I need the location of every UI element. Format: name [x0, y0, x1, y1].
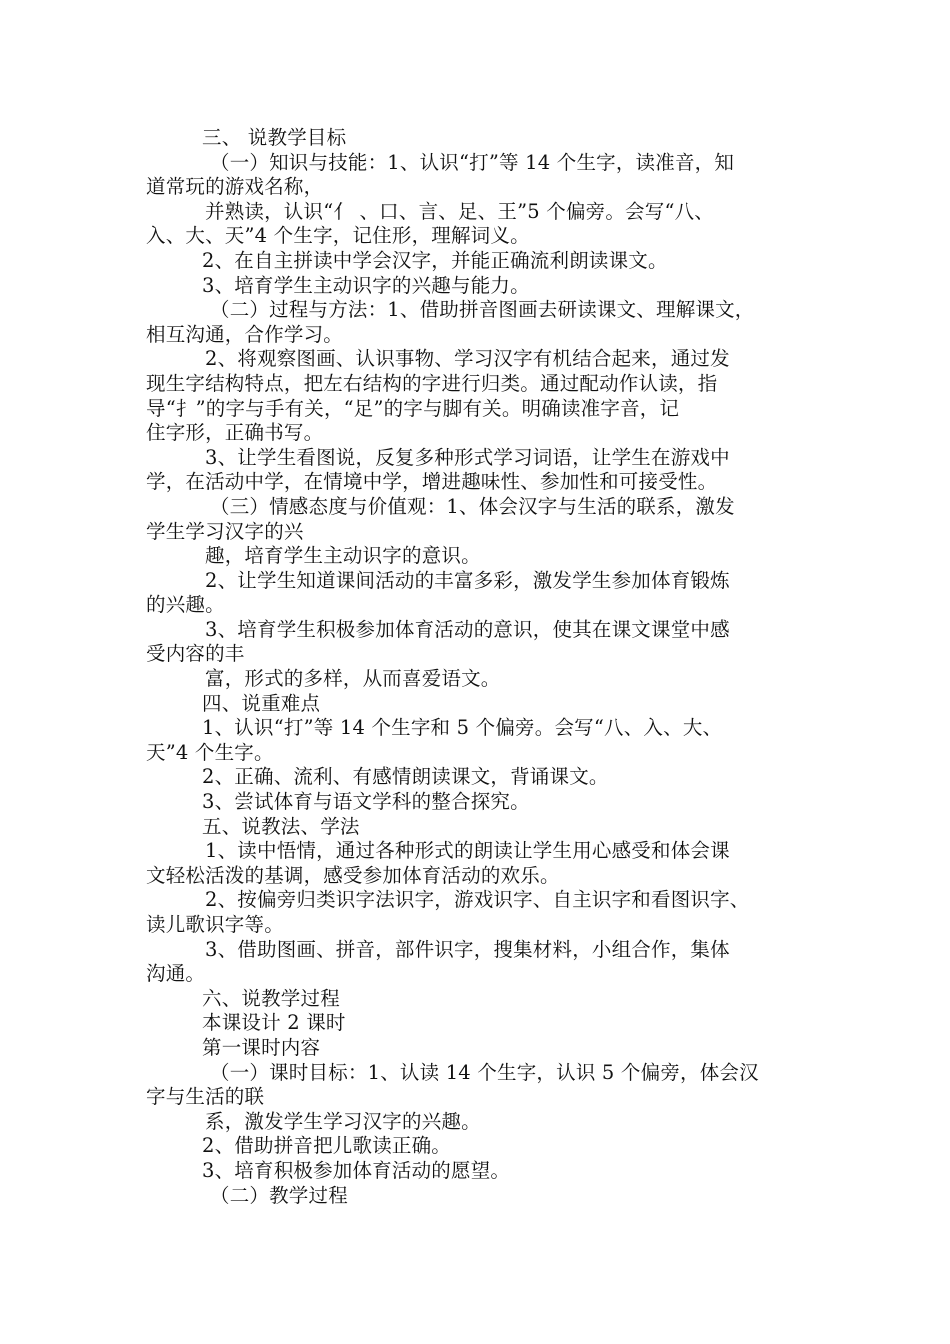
- paragraph-line: 导“扌”的字与手有关，“足”的字与脚有关。明确读准字音，记: [146, 396, 680, 420]
- paragraph-line: 2、正确、流利、有感情朗读课文，背诵课文。: [202, 765, 609, 789]
- paragraph-line: 系，激发学生学习汉字的兴趣。: [205, 1109, 481, 1133]
- paragraph-line: （二）过程与方法：1、借助拼音图画去研读课文、理解课文，: [210, 298, 755, 322]
- paragraph-line: （一）知识与技能：1、认识“打”等 14 个生字，读准音，知: [210, 150, 735, 174]
- paragraph-line: 学，在活动中学，在情境中学，增进趣味性、参加性和可接受性。: [146, 470, 718, 494]
- section-heading-process: 六、说教学过程: [202, 986, 340, 1010]
- paragraph-line: 本课设计 2 课时: [202, 1011, 346, 1035]
- paragraph-line: 相互沟通，合作学习。: [146, 322, 344, 346]
- document-body: [146, 126, 816, 1208]
- paragraph-line: （二）教学过程: [210, 1183, 348, 1207]
- paragraph-line: 读儿歌识字等。: [146, 913, 284, 936]
- paragraph-line: 字与生活的联: [146, 1085, 265, 1109]
- paragraph-line: 富，形式的多样，从而喜爱语文。: [205, 667, 501, 691]
- paragraph-line: 受内容的丰: [146, 642, 245, 666]
- paragraph-line: 学生学习汉字的兴: [146, 519, 304, 543]
- paragraph-line: 1、读中悟情，通过各种形式的朗读让学生用心感受和体会课: [205, 839, 730, 863]
- paragraph-line: 2、借助拼音把儿歌读正确。: [202, 1134, 452, 1158]
- paragraph-line: 并熟读，认识“亻 、口、言、足、王”5 个偏旁。会写“八、: [205, 199, 715, 223]
- paragraph-line: 3、培育学生主动识字的兴趣与能力。: [202, 273, 530, 297]
- paragraph-line: 文轻松活泼的基调，感受参加体育活动的欢乐。: [146, 863, 560, 887]
- paragraph-line: 3、尝试体育与语文学科的整合探究。: [202, 790, 530, 814]
- paragraph-line: 3、让学生看图说，反复多种形式学习词语，让学生在游戏中: [205, 445, 730, 469]
- paragraph-line: 沟通。: [146, 962, 206, 986]
- paragraph-line: 入、大、天”4 个生字，记住形，理解词义。: [146, 224, 530, 248]
- paragraph-line: 3、借助图画、拼音，部件识字，搜集材料，小组合作，集体: [205, 937, 730, 961]
- section-heading-key-points: 四、说重难点: [202, 691, 321, 715]
- paragraph-line: 2、在自主拼读中学会汉字，并能正确流利朗读课文。: [202, 248, 668, 272]
- paragraph-line: 的兴趣。: [146, 593, 225, 617]
- paragraph-line: 2、按偏旁归类识字法识字，游戏识字、自主识字和看图识字、: [205, 888, 750, 912]
- paragraph-line: 2、将观察图画、认识事物、学习汉字有机结合起来，通过发: [205, 347, 730, 371]
- paragraph-line: 天”4 个生字。: [146, 740, 274, 764]
- paragraph-line: 现生字结构特点，把左右结构的字进行归类。通过配动作认读，指: [146, 371, 718, 395]
- paragraph-line: 2、让学生知道课间活动的丰富多彩，激发学生参加体育锻炼: [205, 568, 730, 592]
- paragraph-line: （三）情感态度与价值观：1、体会汉字与生活的联系，激发: [210, 494, 735, 518]
- paragraph-line: 住字形，正确书写。: [146, 421, 324, 445]
- paragraph-line: 趣，培育学生主动识字的意识。: [205, 544, 481, 568]
- paragraph-line: （一）课时目标：1、认读 14 个生字，认识 5 个偏旁，体会汉: [210, 1060, 759, 1084]
- section-heading-objectives: 三、 说教学目标: [202, 126, 347, 149]
- section-heading-methods: 五、说教法、学法: [202, 814, 360, 838]
- paragraph-line: 第一课时内容: [202, 1035, 321, 1059]
- paragraph-line: 3、培育学生积极参加体育活动的意识，使其在课文课堂中感: [205, 617, 730, 641]
- paragraph-line: 1、认识“打”等 14 个生字和 5 个偏旁。会写“八、入、大、: [202, 716, 723, 740]
- paragraph-line: 3、培育积极参加体育活动的愿望。: [202, 1158, 511, 1182]
- paragraph-line: 道常玩的游戏名称，: [146, 175, 324, 199]
